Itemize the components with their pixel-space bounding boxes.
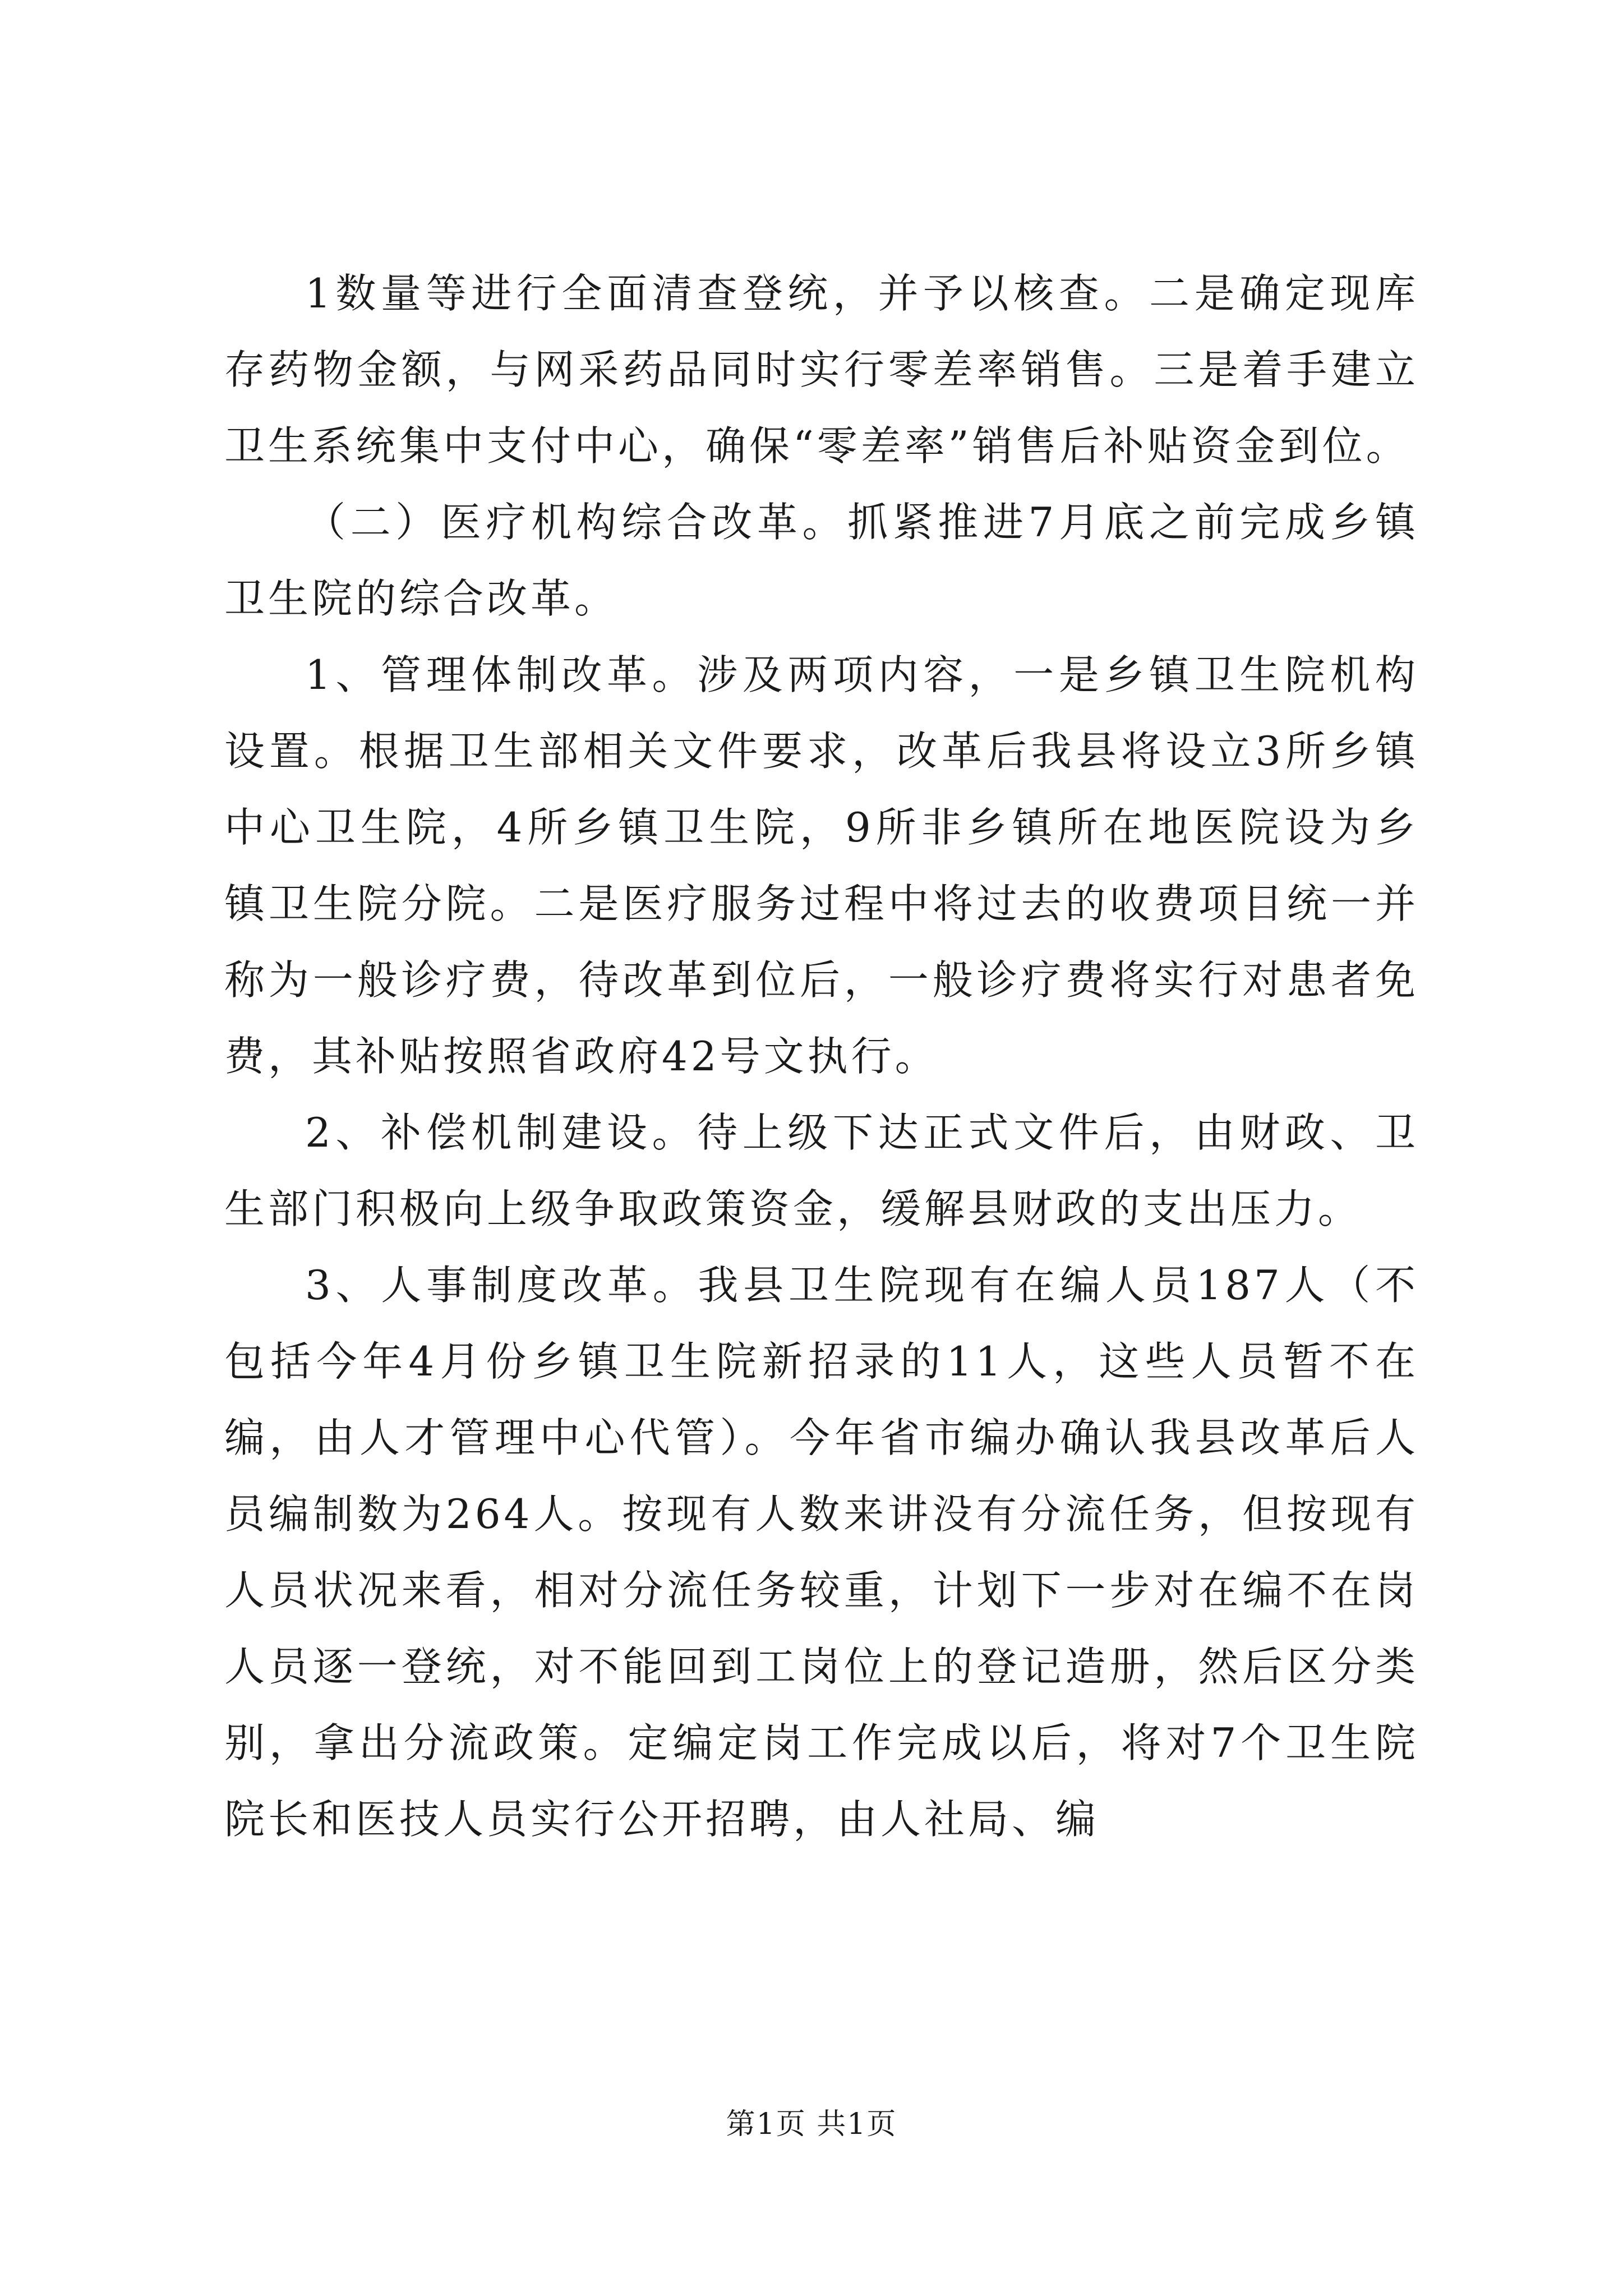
page-footer: 第1页 共1页 xyxy=(726,2108,897,2141)
paragraph-5: 3、人事制度改革。我县卫生院现有在编人员187人（不包括今年4月份乡镇卫生院新招录的11人，这些人员暂不在编，由人才管理中心代管）。今年省市编办确认我县改革后人员编制数为264人。按现有人数来讲没有分流任务，但按现有人员状况来看，相对分流任务较重，计划下一步对在编不在岗人员逐一登统，对不能回到工岗位上的登记造册，然后区分类别，拿出分流政策。定编定岗工作完成以后，将对7个卫生院院长和医技人员实行公开招聘，由人社局、编 xyxy=(224,1262,1419,1843)
document-body xyxy=(224,255,1419,1857)
paragraph-2: （二）医疗机构综合改革。抓紧推进7月底之前完成乡镇卫生院的综合改革。 xyxy=(224,499,1419,622)
paragraph-1: 1数量等进行全面清查登统，并予以核查。二是确定现库存药物金额，与网采药品同时实行零差率销售。三是着手建立卫生系统集中支付中心，确保“零差率”销售后补贴资金到位。 xyxy=(224,270,1419,470)
paragraph-3: 1、管理体制改革。涉及两项内容，一是乡镇卫生院机构设置。根据卫生部相关文件要求，改革后我县将设立3所乡镇中心卫生院，4所乡镇卫生院，9所非乡镇所在地医院设为乡镇卫生院分院。二是医疗服务过程中将过去的收费项目统一并称为一般诊疗费，待改革到位后，一般诊疗费将实行对患者免费，其补贴按照省政府42号文执行。 xyxy=(224,651,1419,1080)
paragraph-4: 2、补偿机制建设。待上级下达正式文件后，由财政、卫生部门积极向上级争取政策资金，缓解县财政的支出压力。 xyxy=(224,1109,1419,1232)
